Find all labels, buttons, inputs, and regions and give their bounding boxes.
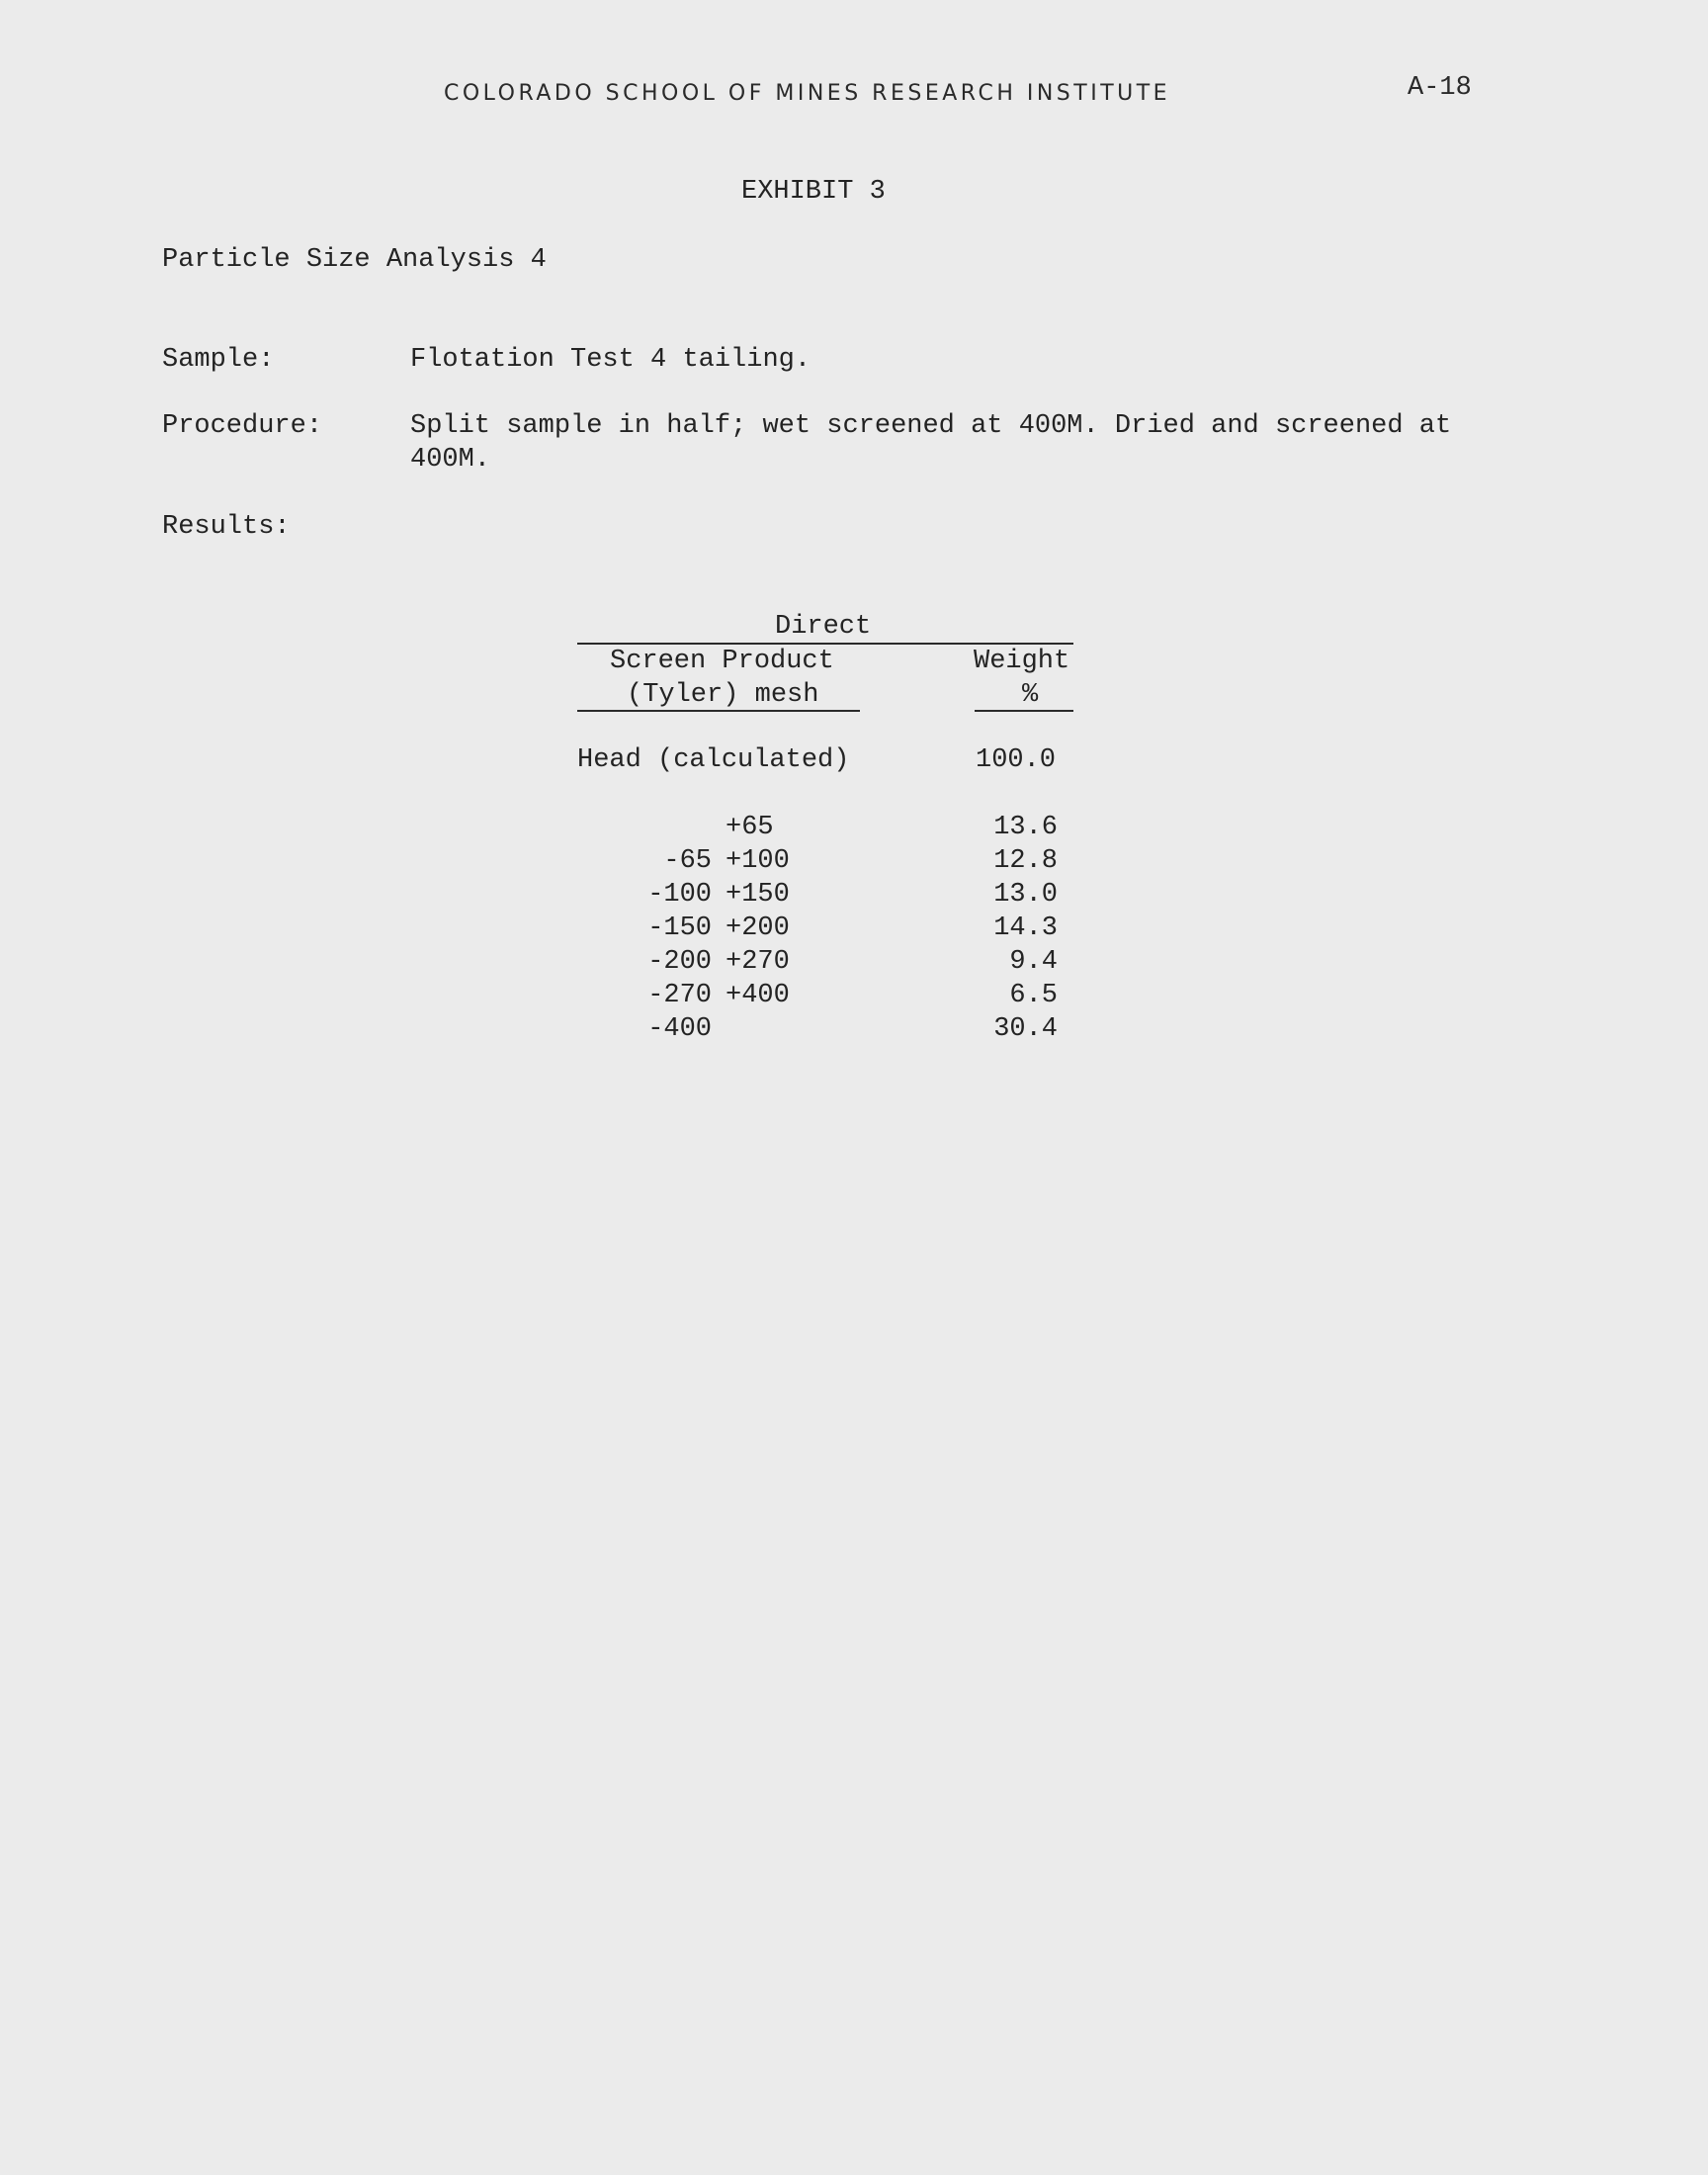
table-row-plus: +400 <box>726 981 790 1010</box>
head-row-value: 100.0 <box>976 745 1057 775</box>
col2-header-line2: % <box>1022 680 1039 710</box>
head-row-label: Head (calculated) <box>577 745 850 775</box>
table-group-header: Direct <box>775 612 872 642</box>
table-row-minus: -270 <box>647 981 712 1010</box>
table-row-minus: -65 <box>663 846 712 876</box>
col1-header-line2: (Tyler) mesh <box>627 680 819 710</box>
table-row-minus: -150 <box>647 914 712 943</box>
institute-header: COLORADO SCHOOL OF MINES RESEARCH INSTITUTE <box>444 81 1171 106</box>
procedure-value: Split sample in half; wet screened at 400M. Dried and screened at 400M. <box>410 411 1452 475</box>
col2-header-rule <box>975 710 1073 712</box>
table-row-weight: 13.6 <box>993 813 1058 842</box>
table-row-weight: 9.4 <box>1009 947 1058 977</box>
page-number: A-18 <box>1408 73 1472 103</box>
table-row-plus: +150 <box>726 880 790 910</box>
analysis-title: Particle Size Analysis 4 <box>162 245 547 275</box>
table-row-minus: -100 <box>647 880 712 910</box>
table-row-plus: +200 <box>726 914 790 943</box>
table-row-weight: 6.5 <box>1009 981 1058 1010</box>
col2-header-line1: Weight <box>974 647 1070 676</box>
col1-header-rule <box>577 710 860 712</box>
table-row-plus: +270 <box>726 947 790 977</box>
table-row-minus: -400 <box>647 1014 712 1044</box>
col1-header-line1: Screen Product <box>610 647 834 676</box>
table-row-weight: 13.0 <box>993 880 1058 910</box>
table-row-plus: +65 <box>726 813 774 842</box>
results-label: Results: <box>162 512 291 542</box>
procedure-label: Procedure: <box>162 411 323 441</box>
table-row-weight: 30.4 <box>993 1014 1058 1044</box>
table-row-weight: 14.3 <box>993 914 1058 943</box>
table-row-weight: 12.8 <box>993 846 1058 876</box>
sample-value: Flotation Test 4 tailing. <box>410 345 811 375</box>
table-row-plus: +100 <box>726 846 790 876</box>
table-row-minus: -200 <box>647 947 712 977</box>
exhibit-title: EXHIBIT 3 <box>741 177 886 207</box>
sample-label: Sample: <box>162 345 275 375</box>
